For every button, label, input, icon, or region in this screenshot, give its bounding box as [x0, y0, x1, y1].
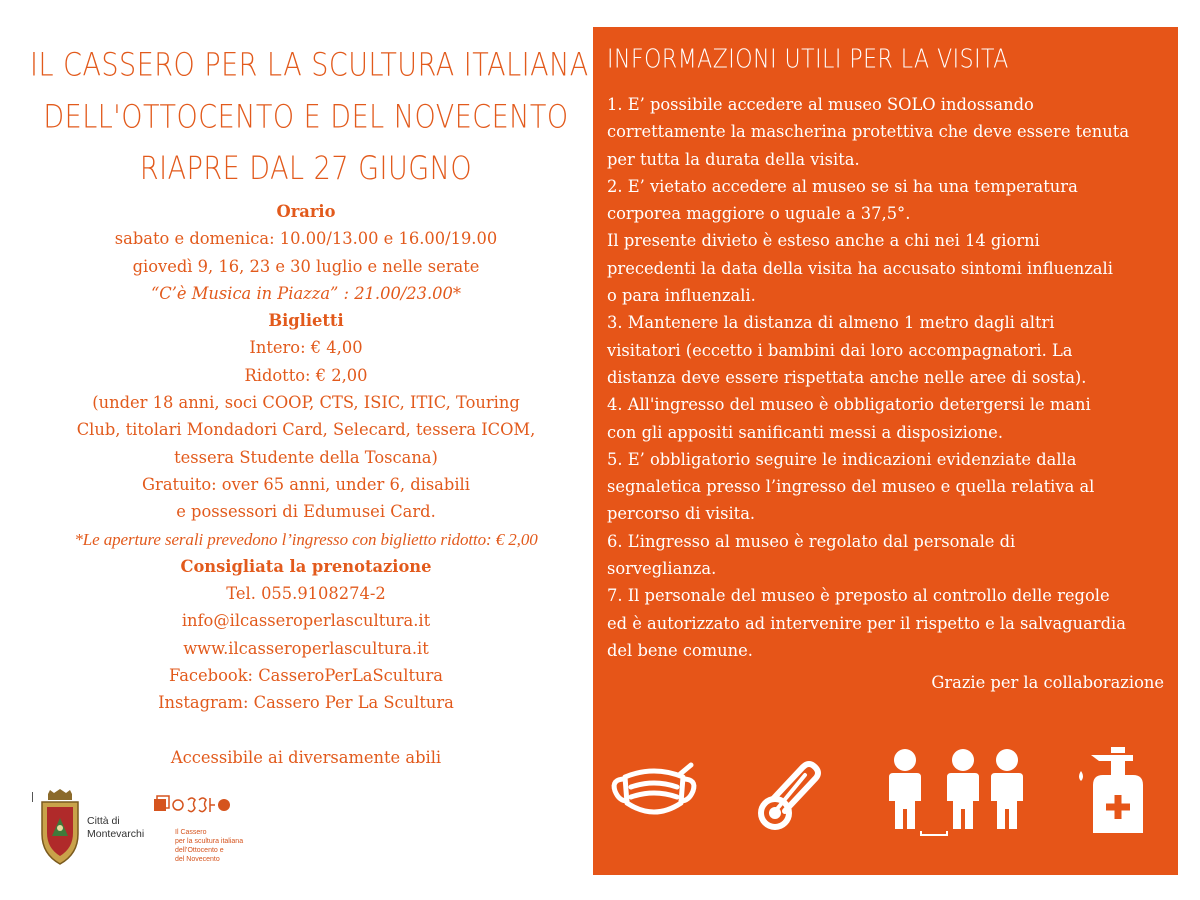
rule-line: del bene comune.: [607, 640, 753, 660]
ticket-intero: Intero: € 4,00: [249, 338, 363, 358]
cassero-caption: Il Cassero per la scultura italiana dell’Ottocento e del Novecento: [175, 829, 244, 863]
evening-footnote: *Le aperture serali prevedono l’ingresso con biglietto ridotto: € 2,00: [74, 529, 538, 549]
booking-heading: Consigliata la prenotazione: [180, 556, 432, 576]
rule-line: 5. E’ obbligatorio seguire le indicazioni evidenziate dalla: [607, 449, 1077, 469]
rule-line: precedenti la data della visita ha accusato sintomi influenzali: [607, 258, 1113, 278]
title-line-1: IL CASSERO PER LA SCULTURA ITALIANA: [30, 47, 589, 84]
rule-line: 7. Il personale del museo è preposto al controllo delle regole: [607, 586, 1110, 606]
ridotto-note: (under 18 anni, soci COOP, CTS, ISIC, ITIC, Touring: [92, 393, 520, 413]
logos: [30, 780, 290, 880]
info-panel: [593, 27, 1178, 875]
montevarchi-crest-icon: [36, 788, 84, 866]
contact-tel: Tel. 055.9108274-2: [226, 584, 386, 604]
rule-line: corporea maggiore o uguale a 37,5°.: [607, 204, 911, 224]
contact-email: info@ilcasseroperlascultura.it: [181, 611, 431, 631]
visit-info: [30, 198, 582, 771]
rule-line: sorveglianza.: [607, 559, 717, 579]
contact-web: www.ilcasseroperlascultura.it: [183, 638, 429, 658]
contact-facebook: Facebook: CasseroPerLaScultura: [169, 666, 443, 686]
ridotto-note: Club, titolari Mondadori Card, Selecard, tessera ICOM,: [76, 420, 536, 440]
orario-line: sabato e domenica: 10.00/13.00 e 16.00/19.00: [114, 229, 498, 249]
rule-line: distanza deve essere rispettata anche nelle aree di sosta).: [607, 367, 1087, 387]
rules-list: [607, 91, 1167, 664]
cassero-logo-icon: [152, 792, 234, 818]
rule-line: per tutta la durata della visita.: [607, 149, 860, 169]
biglietti-heading: Biglietti: [268, 311, 344, 331]
rule-line: correttamente la mascherina protettiva che deve essere tenuta: [607, 122, 1130, 142]
rule-line: visitatori (eccetto i bambini dai loro accompagnatori. La: [607, 340, 1073, 360]
ridotto-note: tessera Studente della Toscana): [174, 447, 438, 467]
contact-instagram: Instagram: Cassero Per La Scultura: [158, 693, 454, 713]
title-line-2: DELL'OTTOCENTO E DEL NOVECENTO: [43, 99, 569, 136]
thanks-note: Grazie per la collaborazione: [931, 673, 1164, 692]
ticket-gratuito: e possessori di Edumusei Card.: [176, 502, 436, 522]
thermometer-icon: [751, 755, 831, 835]
rule-line: o para influenzali.: [607, 286, 756, 306]
rule-line: 2. E’ vietato accedere al museo se si ha una temperatura: [607, 176, 1078, 196]
rule-line: ed è autorizzato ad intervenire per il rispetto e la salvaguardia: [607, 613, 1126, 633]
left-column: [30, 0, 589, 900]
rule-line: percorso di visita.: [607, 504, 756, 524]
distance-icon: [885, 747, 1035, 837]
page-title: [30, 40, 589, 196]
rule-line: 3. Mantenere la distanza di almeno 1 metro dagli altri: [607, 313, 1055, 333]
orario-heading: Orario: [276, 202, 336, 221]
sanitizer-icon: [1077, 745, 1157, 837]
ticket-gratuito: Gratuito: over 65 anni, under 6, disabili: [142, 474, 470, 494]
accessibility-note: Accessibile ai diversamente abili: [170, 747, 442, 767]
rule-line: 1. E’ possibile accedere al museo SOLO indossando: [607, 95, 1034, 114]
orario-line: giovedì 9, 16, 23 e 30 luglio e nelle serate: [132, 256, 480, 276]
rule-line: con gli appositi sanificanti messi a disposizione.: [607, 422, 1003, 442]
ticket-ridotto: Ridotto: € 2,00: [244, 365, 368, 385]
rule-line: 6. L’ingresso al museo è regolato dal personale di: [607, 531, 1016, 551]
city-name: Città di Montevarchi: [87, 815, 145, 840]
mask-icon: [609, 755, 699, 827]
orario-line: “C’è Musica in Piazza” : 21.00/23.00*: [150, 283, 462, 303]
rule-line: 4. All'ingresso del museo è obbligatorio detergersi le mani: [607, 395, 1091, 415]
title-line-3: RIAPRE DAL 27 GIUGNO: [139, 150, 473, 188]
rule-line: segnaletica presso l’ingresso del museo e quella relativa al: [607, 477, 1095, 497]
panel-title: INFORMAZIONI UTILI PER LA VISITA: [607, 45, 1009, 75]
rule-line: Il presente divieto è esteso anche a chi nei 14 giorni: [607, 231, 1040, 251]
